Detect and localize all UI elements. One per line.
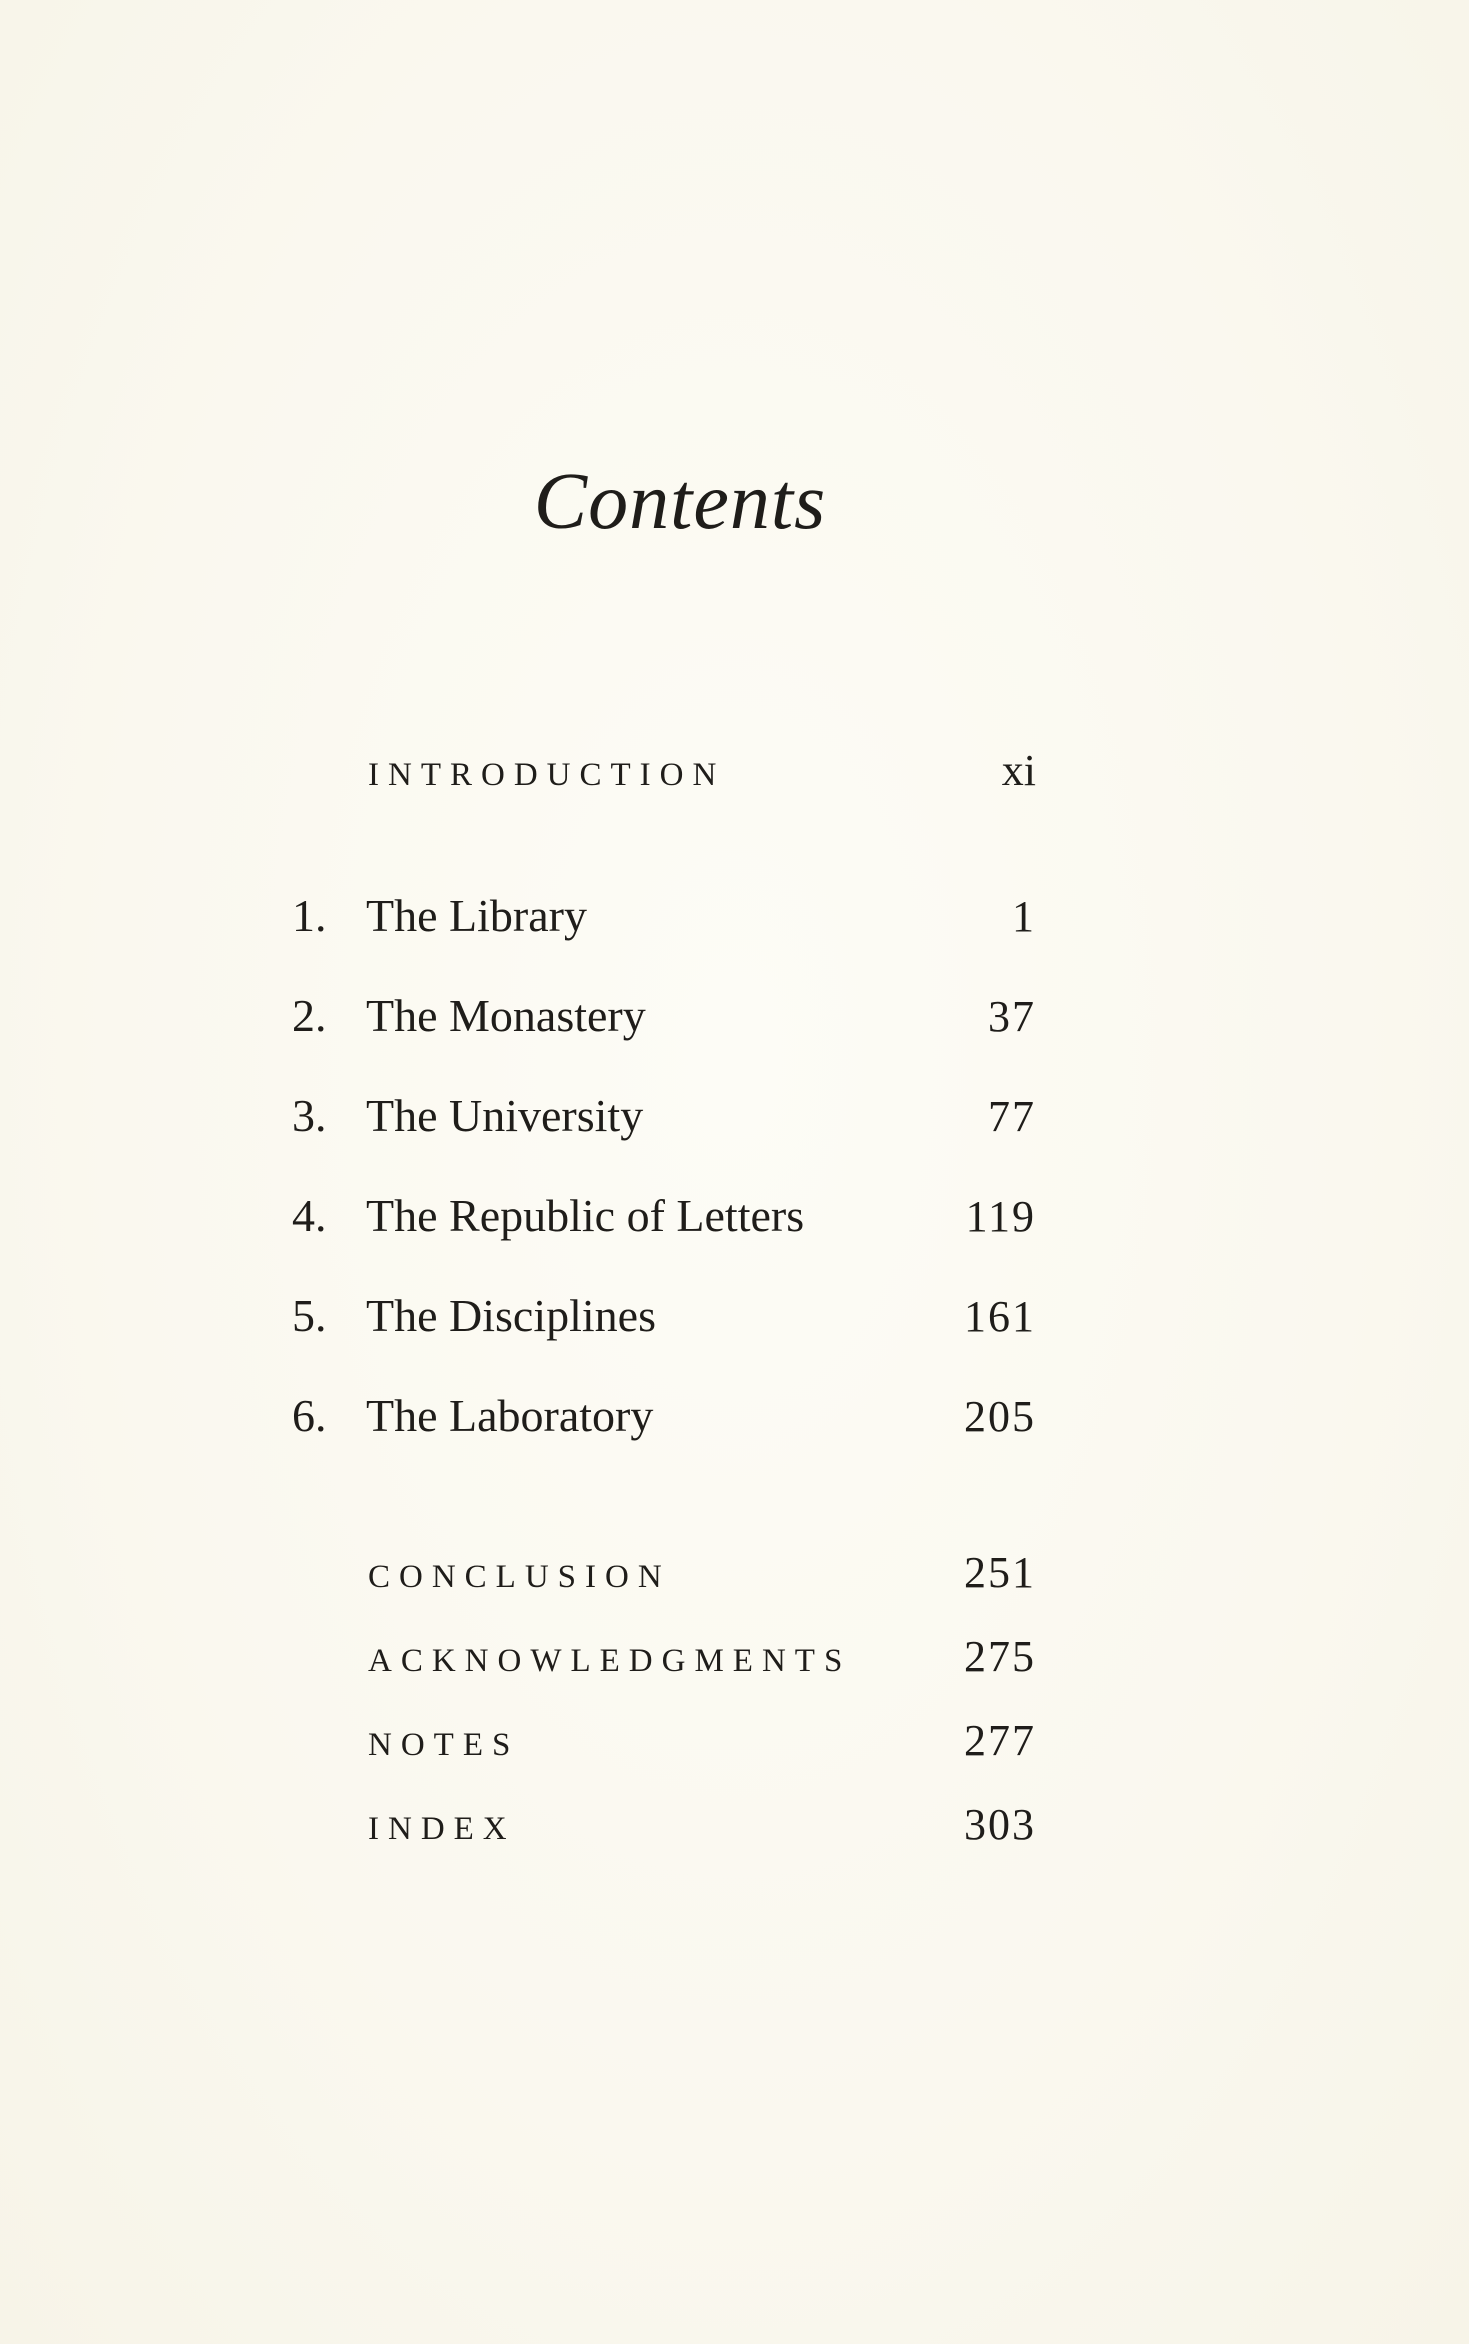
- chapter-number: 1.: [292, 890, 327, 941]
- toc-chapter-2[interactable]: [280, 976, 1036, 1046]
- toc-chapter-5[interactable]: [280, 1276, 1036, 1346]
- page-title: Contents: [533, 458, 827, 546]
- toc-entry-page: xi: [1001, 746, 1036, 795]
- toc-entry-page: 275: [964, 1632, 1036, 1681]
- toc-entry-label: INDEX: [368, 1811, 516, 1847]
- toc-entry-page: 251: [964, 1548, 1036, 1597]
- chapter-number: 4.: [292, 1190, 327, 1241]
- chapter-number: 3.: [292, 1090, 327, 1141]
- chapter-page: 37: [988, 992, 1036, 1041]
- chapter-title: The Monastery: [366, 990, 646, 1041]
- toc-entry-label: NOTES: [368, 1727, 520, 1763]
- chapter-title: The Disciplines: [366, 1290, 656, 1341]
- toc-entry-page: 277: [964, 1716, 1036, 1765]
- chapter-page: 77: [988, 1092, 1036, 1141]
- toc-chapter-6[interactable]: [280, 1376, 1036, 1446]
- toc-entry-notes[interactable]: [280, 1700, 1036, 1770]
- chapter-page: 161: [964, 1292, 1036, 1341]
- chapter-number: 2.: [292, 990, 327, 1041]
- toc-entry-index[interactable]: [280, 1784, 1036, 1854]
- toc-entry-acknowledgments[interactable]: [280, 1616, 1036, 1686]
- toc-entry-introduction[interactable]: [280, 730, 1036, 800]
- chapter-title: The University: [366, 1090, 644, 1141]
- chapter-page: 1: [1012, 892, 1036, 941]
- chapter-title: The Library: [366, 890, 587, 941]
- chapter-page: 119: [965, 1192, 1036, 1241]
- chapter-number: 6.: [292, 1390, 327, 1441]
- toc-chapter-4[interactable]: [280, 1176, 1036, 1246]
- toc-entry-label: CONCLUSION: [368, 1559, 671, 1595]
- toc-entry-label: ACKNOWLEDGMENTS: [368, 1643, 852, 1679]
- toc-entry-page: 303: [964, 1800, 1036, 1849]
- chapter-page: 205: [964, 1392, 1036, 1441]
- chapter-title: The Republic of Letters: [366, 1190, 805, 1241]
- toc-chapter-3[interactable]: [280, 1076, 1036, 1146]
- toc-entry-conclusion[interactable]: [280, 1532, 1036, 1602]
- toc-entry-label: INTRODUCTION: [368, 757, 726, 793]
- toc-chapter-1[interactable]: [280, 876, 1036, 946]
- chapter-title: The Laboratory: [366, 1390, 654, 1441]
- chapter-number: 5.: [292, 1290, 327, 1341]
